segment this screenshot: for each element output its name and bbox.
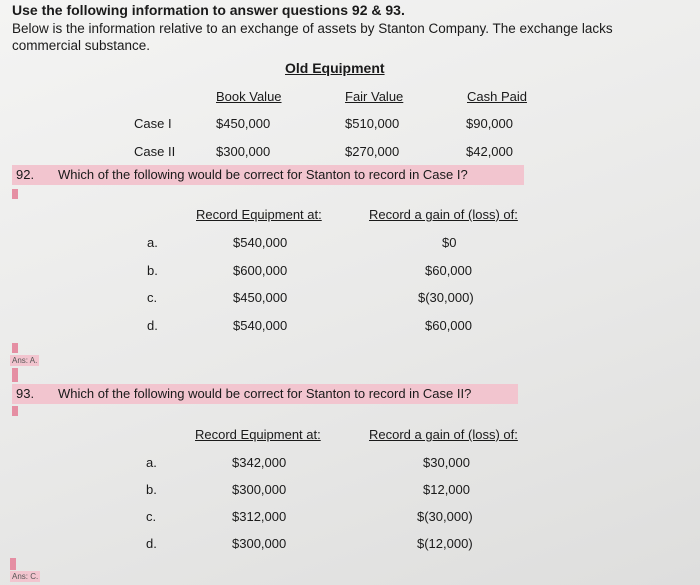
q93-option-d-letter: d. (146, 536, 157, 551)
q92-option-d-gain: $60,000 (425, 318, 472, 333)
q93-option-b-gain: $12,000 (423, 482, 470, 497)
table-title: Old Equipment (285, 60, 385, 76)
q93-col-equipment: Record Equipment at: (195, 427, 321, 442)
q93-option-d-gain: $(12,000) (417, 536, 473, 551)
q92-option-a-gain: $0 (442, 235, 457, 250)
row-label-case-2: Case II (134, 144, 176, 159)
q93-option-c-letter: c. (146, 509, 157, 524)
answer-92-marker (12, 343, 18, 353)
q92-option-b-letter: b. (147, 263, 158, 278)
case-2-book: $300,000 (216, 144, 271, 159)
case-1-book: $450,000 (216, 116, 271, 131)
q92-col-gain: Record a gain of (loss) of: (369, 207, 518, 222)
q93-option-d-equip: $300,000 (232, 536, 287, 551)
answer-92: Ans: A. (12, 356, 38, 365)
q92-option-b-gain: $60,000 (425, 263, 472, 278)
q93-option-a-gain: $30,000 (423, 455, 470, 470)
question-92-text: Which of the following would be correct for Stanton to record in Case I? (58, 167, 468, 182)
q93-option-a-equip: $342,000 (232, 455, 287, 470)
answer-93: Ans: C. (12, 572, 39, 581)
q92-col-equipment: Record Equipment at: (196, 207, 322, 222)
case-2-fair: $270,000 (345, 144, 400, 159)
q93-option-c-equip: $312,000 (232, 509, 287, 524)
question-92-marker (12, 189, 18, 199)
intro-description-cont: commercial substance. (12, 38, 151, 53)
answer-93-marker (10, 558, 16, 570)
case-1-fair: $510,000 (345, 116, 400, 131)
q92-option-a-letter: a. (147, 235, 158, 250)
question-93-marker-top (12, 368, 18, 382)
q93-option-b-equip: $300,000 (232, 482, 287, 497)
q93-option-c-gain: $(30,000) (417, 509, 473, 524)
q92-option-c-equip: $450,000 (233, 290, 288, 305)
q93-option-b-letter: b. (146, 482, 157, 497)
q92-option-c-letter: c. (147, 290, 158, 305)
header-book-value: Book Value (216, 89, 282, 104)
question-92-number: 92. (16, 167, 35, 182)
question-93-number: 93. (16, 386, 35, 401)
question-93-text: Which of the following would be correct for Stanton to record in Case II? (58, 386, 472, 401)
q92-option-a-equip: $540,000 (233, 235, 288, 250)
question-93-marker (12, 406, 18, 416)
row-label-case-1: Case I (134, 116, 172, 131)
intro-description: Below is the information relative to an exchange of assets by Stanton Company. The exchange lacks (12, 21, 613, 36)
q93-col-gain: Record a gain of (loss) of: (369, 427, 518, 442)
q93-option-a-letter: a. (146, 455, 157, 470)
q92-option-c-gain: $(30,000) (418, 290, 474, 305)
header-cash-paid: Cash Paid (467, 89, 527, 104)
intro-title: Use the following information to answer questions 92 & 93. (12, 2, 405, 18)
q92-option-b-equip: $600,000 (233, 263, 288, 278)
q92-option-d-equip: $540,000 (233, 318, 288, 333)
q92-option-d-letter: d. (147, 318, 158, 333)
case-1-cash: $90,000 (466, 116, 513, 131)
header-fair-value: Fair Value (345, 89, 404, 104)
case-2-cash: $42,000 (466, 144, 513, 159)
